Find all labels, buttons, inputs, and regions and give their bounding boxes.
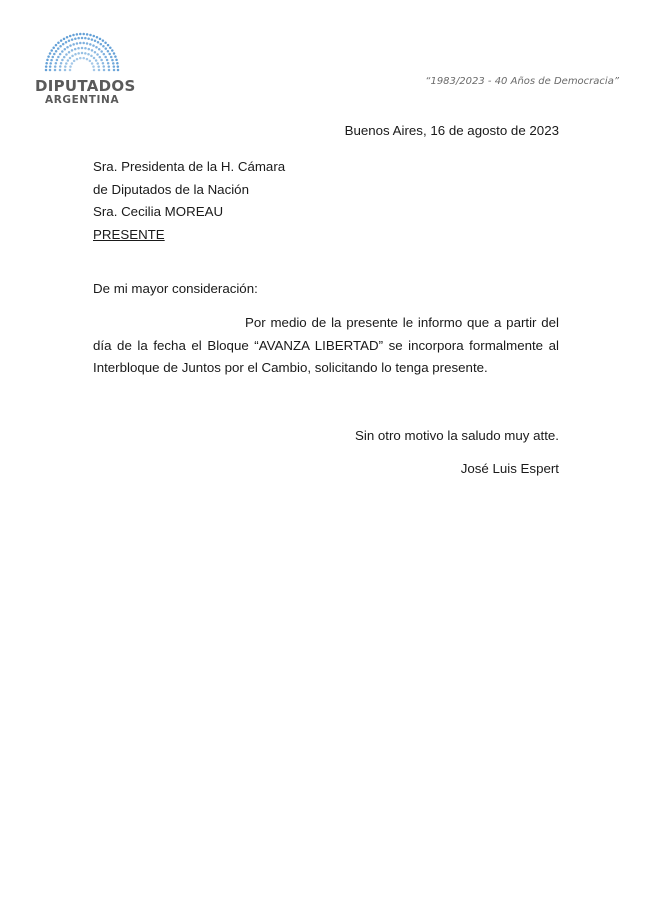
- hemicycle-seat: [82, 33, 85, 36]
- hemicycle-seat: [56, 59, 59, 62]
- hemicycle-seat: [93, 35, 96, 38]
- hemicycle-seat: [100, 43, 103, 46]
- logo-subtitle: ARGENTINA: [45, 94, 120, 106]
- hemicycle-seat: [64, 69, 67, 72]
- hemicycle-seat: [74, 48, 77, 51]
- hemicycle-seat: [96, 53, 99, 56]
- signature: José Luis Espert: [460, 461, 559, 476]
- hemicycle-seat: [55, 44, 58, 47]
- recipient-line-2: de Diputados de la Nación: [93, 181, 249, 197]
- hemicycle-seat: [89, 34, 92, 37]
- hemicycle-seat: [86, 58, 89, 61]
- hemicycle-seat: [50, 49, 53, 52]
- hemicycle-seat: [52, 47, 55, 50]
- hemicycle-seat: [93, 69, 96, 72]
- hemicycle-seat: [107, 50, 110, 53]
- hemicycle-seat: [77, 37, 80, 40]
- hemicycle-seat: [89, 60, 92, 63]
- hemicycle-seat: [63, 38, 66, 41]
- hemicycle-seat: [99, 38, 102, 41]
- hemicycle-seat: [76, 58, 79, 61]
- hemicycle-seat: [60, 39, 63, 42]
- hemicycle-seat: [99, 56, 102, 59]
- hemicycle-seat: [105, 47, 108, 50]
- hemicycle-seat: [57, 56, 60, 59]
- hemicycle-seat: [110, 56, 113, 59]
- hemicycle-seat: [111, 59, 114, 62]
- hemicycle-seat: [84, 47, 87, 50]
- hemicycle-seat: [69, 65, 72, 68]
- hemicycle-seat: [79, 33, 82, 36]
- hemicycle-seat: [92, 44, 95, 47]
- hemicycle-seat: [45, 69, 48, 72]
- hemicycle-seat: [94, 51, 97, 54]
- hemicycle-seat: [97, 41, 100, 44]
- recipient-line-1: Sra. Presidenta de la H. Cámara: [93, 159, 286, 174]
- greeting: De mi mayor consideración:: [93, 281, 258, 296]
- recipient-line-4: PRESENTE: [93, 226, 165, 242]
- hemicycle-seat: [86, 33, 89, 36]
- hemicycle-seat: [103, 53, 106, 56]
- hemicycle-seat: [86, 42, 89, 45]
- hemicycle-seat: [74, 37, 77, 40]
- hemicycle-seat: [91, 62, 94, 65]
- hemicycle-seat: [84, 37, 87, 40]
- hemicycle-seat: [79, 57, 82, 60]
- hemicycle-seat: [96, 62, 99, 65]
- hemicycle-seat: [62, 43, 65, 46]
- hemicycle-seat: [49, 69, 52, 72]
- hemicycle-seat: [108, 65, 111, 68]
- diputados-logo: [30, 30, 140, 110]
- hemicycle-seat: [91, 49, 94, 52]
- hemicycle-seat: [47, 55, 50, 58]
- hemicycle-seat: [77, 47, 80, 50]
- hemicycle-seat: [72, 43, 75, 46]
- hemicycle-seat: [50, 59, 53, 62]
- hemicycle-seat: [102, 62, 105, 64]
- hemicycle-seat: [102, 45, 105, 48]
- hemicycle-seat: [72, 34, 75, 37]
- hemicycle-seat: [82, 57, 85, 60]
- motto: “1983/2023 - 40 Años de Democracia”: [425, 76, 619, 87]
- hemicycle-seat: [76, 33, 79, 36]
- hemicycle-seat: [104, 56, 107, 59]
- letter-date: Buenos Aires, 16 de agosto de 2023: [344, 123, 559, 138]
- hemicycle-seat: [49, 52, 52, 55]
- hemicycle-seat: [113, 52, 116, 55]
- letter-body: Por medio de la presente le informo que a partir del día de la fecha el Bloque “AVANZA LIBERTAD” se incorpora formalmente al Interbloque de Juntos por el Cambio, solicitando lo tenga presente.: [93, 315, 559, 375]
- hemicycle-seat: [103, 69, 106, 72]
- hemicycle-seat: [57, 47, 60, 50]
- hemicycle-seat: [92, 65, 95, 68]
- hemicycle-seat: [68, 51, 71, 54]
- hemicycle-seat: [102, 65, 105, 68]
- hemicycle-seat: [71, 55, 74, 58]
- hemicycle-seat: [108, 53, 111, 56]
- hemicycle-seat: [59, 65, 62, 68]
- hemicycle-seat: [115, 59, 118, 62]
- hemicycle-seat: [96, 36, 99, 39]
- hemicycle-seat: [52, 56, 55, 59]
- hemicycle-seat: [59, 45, 62, 48]
- hemicycle-seat: [91, 38, 94, 41]
- hemicycle-seat: [65, 41, 68, 44]
- hemicycle-seat: [69, 57, 72, 60]
- hemicycle-seat: [112, 62, 115, 65]
- hemicycle-seat: [113, 65, 116, 68]
- hemicycle-seat: [69, 44, 72, 47]
- hemicycle-seat: [49, 65, 52, 68]
- hemicycle-seat: [64, 65, 67, 68]
- hemicycle-seat: [71, 62, 74, 65]
- hemicycle-seat: [49, 62, 52, 65]
- hemicycle-seat: [71, 38, 74, 41]
- hemicycle-seat: [76, 42, 79, 45]
- hemicycle-seat: [55, 50, 58, 53]
- hemicycle-seat: [60, 62, 63, 64]
- hemicycle-seat: [59, 69, 62, 72]
- hemicycle-seat: [65, 62, 68, 65]
- hemicycle-seat: [95, 46, 98, 49]
- hemicycle-seat: [71, 49, 74, 52]
- hemicycle-seat: [54, 65, 57, 68]
- hemicycle-seat: [54, 69, 57, 72]
- hemicycle-seat: [64, 48, 67, 51]
- hemicycle-seat: [66, 36, 69, 39]
- hemicycle-seat: [113, 69, 116, 72]
- hemicycle-seat: [84, 52, 87, 55]
- hemicycle-seat: [95, 59, 98, 62]
- hemicycle-seat: [107, 44, 110, 47]
- hemicycle-seat: [93, 57, 96, 60]
- hemicycle-seat: [81, 52, 84, 55]
- hemicycle-seat: [87, 53, 90, 56]
- hemicycle-seat: [81, 37, 84, 40]
- hemicycle-seat: [57, 42, 60, 45]
- hemicycle-seat: [97, 65, 100, 68]
- hemicycle-seat: [117, 65, 120, 68]
- hemicycle-seat: [100, 59, 103, 62]
- hemicycle-seat: [61, 59, 64, 62]
- hemicycle-seat: [68, 40, 71, 43]
- hemicycle-seat: [61, 50, 64, 53]
- hemicycle-seat: [94, 40, 97, 43]
- hemicycle-seat: [74, 53, 77, 56]
- hemicycle-seat: [45, 65, 48, 68]
- hemicycle-seat: [100, 50, 103, 53]
- hemicycle-seat: [114, 55, 117, 58]
- hemicycle-seat: [65, 53, 68, 56]
- hemicycle-icon: [44, 32, 120, 72]
- recipient-block: [93, 156, 285, 246]
- hemicycle-seat: [106, 59, 109, 62]
- hemicycle-seat: [88, 48, 91, 51]
- hemicycle-seat: [82, 42, 85, 45]
- hemicycle-seat: [59, 53, 62, 56]
- hemicycle-seat: [108, 69, 111, 72]
- hemicycle-seat: [104, 42, 107, 45]
- hemicycle-seat: [79, 42, 82, 45]
- hemicycle-seat: [109, 47, 112, 50]
- hemicycle-seat: [69, 35, 72, 38]
- hemicycle-seat: [89, 43, 92, 46]
- hemicycle-seat: [73, 60, 76, 63]
- hemicycle-seat: [102, 39, 105, 42]
- hemicycle-seat: [53, 53, 56, 56]
- hemicycle-seat: [111, 49, 114, 52]
- hemicycle-seat: [116, 62, 119, 65]
- hemicycle-seat: [77, 52, 80, 55]
- hemicycle-seat: [67, 59, 70, 62]
- recipient-line-3: Sra. Cecilia MOREAU: [93, 204, 224, 219]
- hemicycle-seat: [98, 69, 101, 72]
- hemicycle-seat: [45, 62, 48, 65]
- hemicycle-seat: [81, 47, 84, 50]
- hemicycle-seat: [66, 46, 69, 49]
- hemicycle-seat: [107, 62, 110, 65]
- logo-title: DIPUTADOS: [35, 77, 136, 95]
- hemicycle-seat: [63, 56, 65, 59]
- hemicycle-seat: [55, 62, 58, 65]
- hemicycle-seat: [90, 55, 93, 58]
- hemicycle-seat: [46, 59, 49, 62]
- hemicycle-seat: [98, 48, 101, 51]
- hemicycle-seat: [87, 37, 90, 40]
- hemicycle-seat: [117, 69, 120, 72]
- closing: Sin otro motivo la saludo muy atte.: [355, 428, 559, 443]
- hemicycle-seat: [69, 69, 72, 72]
